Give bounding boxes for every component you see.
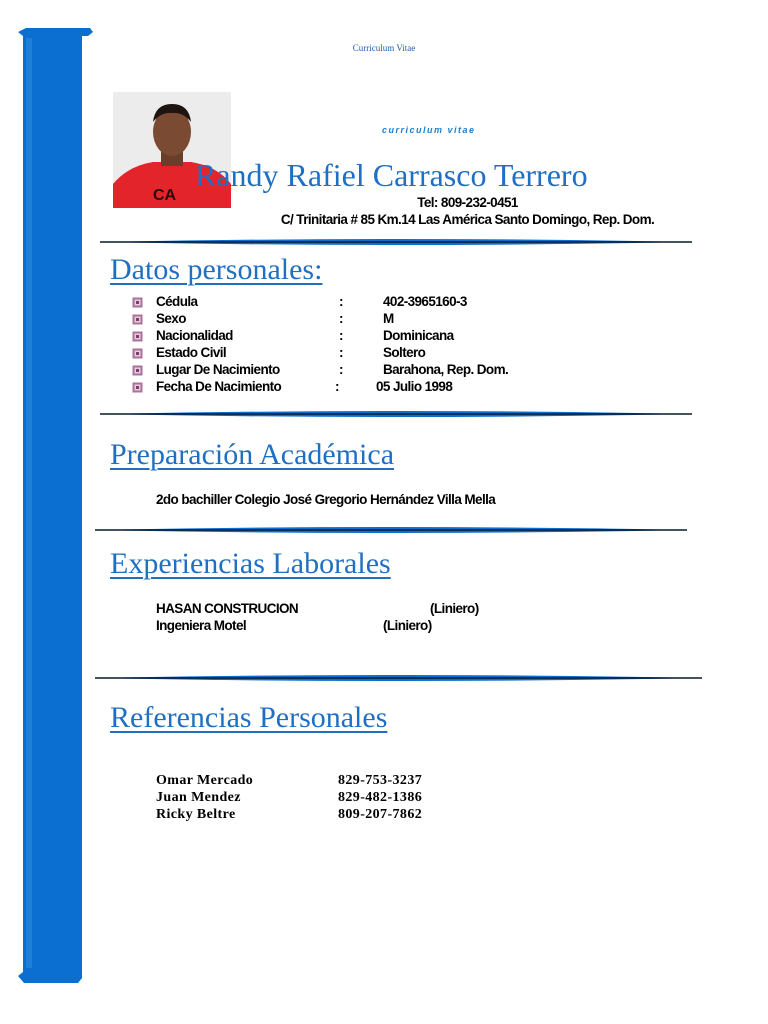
reference-phone: 829-482-1386 (338, 790, 423, 805)
personal-data-colon: : (339, 294, 343, 309)
divider (95, 524, 687, 536)
divider (100, 236, 692, 248)
square-bullet-icon (132, 382, 143, 393)
personal-data-label: Nacionalidad (156, 328, 233, 343)
personal-data-value: M (383, 311, 394, 326)
personal-data-value: 402-3965160-3 (383, 294, 467, 309)
personal-data-value: 05 Julio 1998 (376, 379, 453, 394)
square-bullet-icon (132, 348, 143, 359)
section-title-experiencias: Experiencias Laborales (110, 547, 391, 580)
personal-data-colon: : (339, 311, 343, 326)
academic-line: 2do bachiller Colegio José Gregorio Hernández Villa Mella (156, 492, 496, 507)
phone: Tel: 809-232-0451 (417, 195, 518, 210)
reference-name: Juan Mendez (156, 790, 241, 805)
personal-data-colon: : (335, 379, 339, 394)
sidebar-decoration (18, 28, 93, 983)
personal-data-label: Lugar De Nacimiento (156, 362, 280, 377)
divider (95, 672, 702, 684)
reference-phone: 829-753-3237 (338, 773, 423, 788)
reference-name: Ricky Beltre (156, 807, 236, 822)
personal-data-label: Fecha De Nacimiento (156, 379, 282, 394)
personal-data-value: Barahona, Rep. Dom. (383, 362, 509, 377)
reference-phone: 809-207-7862 (338, 807, 423, 822)
experience-role: (Liniero) (383, 618, 432, 633)
personal-data-value: Dominicana (383, 328, 454, 343)
personal-data-label: Sexo (156, 311, 186, 326)
experience-role: (Liniero) (430, 601, 479, 616)
section-title-academica: Preparación Académica (110, 438, 395, 471)
square-bullet-icon (132, 331, 143, 342)
divider (100, 408, 692, 420)
personal-data-label: Cédula (156, 294, 198, 309)
page-header: Curriculum Vitae (352, 43, 416, 53)
square-bullet-icon (132, 297, 143, 308)
square-bullet-icon (132, 365, 143, 376)
personal-data-label: Estado Civil (156, 345, 227, 360)
address: C/ Trinitaria # 85 Km.14 Las América Santo Domingo, Rep. Dom. (280, 212, 655, 227)
svg-text:CA: CA (153, 187, 177, 204)
personal-data-colon: : (339, 362, 343, 377)
experience-company: HASAN CONSTRUCION (156, 601, 299, 616)
personal-data-value: Soltero (383, 345, 426, 360)
personal-data-colon: : (339, 328, 343, 343)
section-title-datos: Datos personales: (110, 253, 323, 286)
section-title-referencias: Referencias Personales (110, 701, 388, 734)
person-name: Randy Rafiel Carrasco Terrero (195, 157, 588, 193)
reference-name: Omar Mercado (156, 773, 254, 788)
sub-header: curriculum vitae (382, 125, 476, 135)
personal-data-colon: : (339, 345, 343, 360)
square-bullet-icon (132, 314, 143, 325)
experience-company: Ingeniera Motel (156, 618, 247, 633)
